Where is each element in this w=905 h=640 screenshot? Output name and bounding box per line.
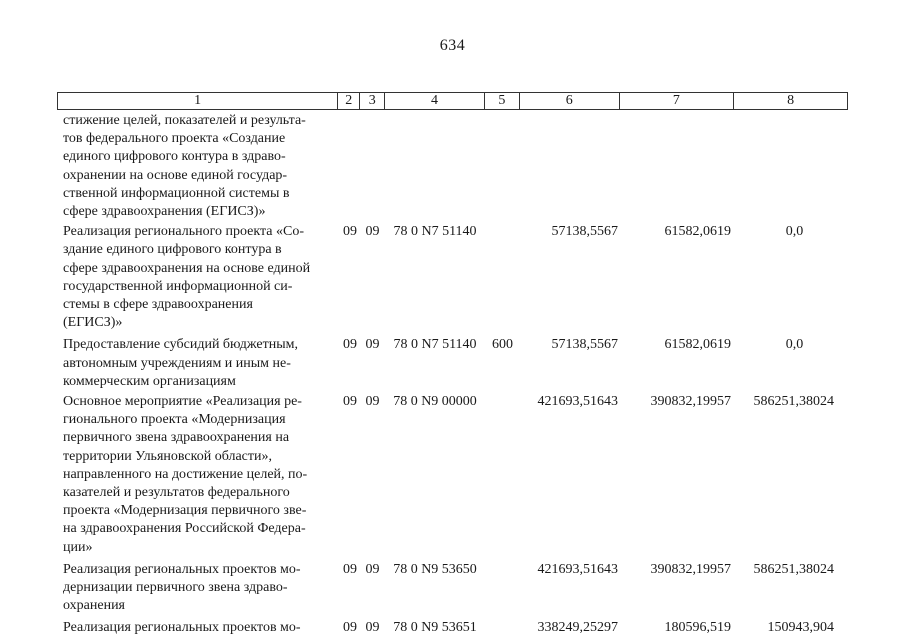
description-line: сфере здравоохранения (ЕГИСЗ)»: [63, 204, 266, 220]
description-line: коммерческим организациям: [63, 373, 236, 389]
cell-amount-3: 0,0: [785, 337, 804, 353]
row-description: [57, 393, 338, 557]
description-line: казателей и результатов федерального: [63, 485, 290, 501]
description-line: первичного звена здравоохранения на: [63, 430, 290, 446]
cell-amount-1: 57138,5567: [551, 224, 618, 240]
row-description: [57, 112, 338, 221]
cell-amount-1: 421693,51643: [537, 561, 618, 577]
table-row: [57, 619, 848, 637]
table-row: [57, 393, 848, 557]
description-line: охранения: [63, 598, 125, 614]
cell-section: 09: [343, 561, 357, 577]
table-row: [57, 112, 848, 221]
description-line: Реализация регионального проекта «Со-: [63, 224, 305, 240]
row-description: [57, 619, 338, 637]
cell-amount-1: 57138,5567: [551, 337, 618, 353]
description-line: территории Ульяновской области»,: [63, 448, 273, 464]
header-col-6: 6: [520, 93, 620, 109]
cell-amount-3: 150943,904: [767, 620, 834, 636]
table-row: [57, 561, 848, 616]
table-row: [57, 223, 848, 332]
cell-subsection: 09: [365, 620, 380, 636]
cell-section: 09: [343, 620, 357, 636]
cell-section: 09: [343, 224, 357, 240]
row-description: [57, 223, 338, 332]
description-line: дернизации первичного звена здраво-: [63, 580, 288, 596]
table-body: [57, 112, 848, 638]
header-col-4: 4: [385, 93, 485, 109]
cell-amount-1: 338249,25297: [537, 620, 618, 636]
cell-amount-3: 586251,38024: [753, 394, 834, 410]
cell-subsection: 09: [365, 337, 380, 353]
cell-target-code: 78 0 N7 51140: [393, 337, 477, 353]
header-col-7: 7: [620, 93, 735, 109]
description-line: (ЕГИСЗ)»: [63, 315, 123, 331]
description-line: Реализация региональных проектов мо-: [63, 620, 301, 636]
cell-amount-2: 390832,19957: [650, 394, 731, 410]
description-line: гионального проекта «Модернизация: [63, 412, 286, 428]
row-description: [57, 336, 338, 391]
header-col-5: 5: [485, 93, 520, 109]
cell-amount-2: 390832,19957: [650, 561, 731, 577]
cell-target-code: 78 0 N7 51140: [393, 224, 477, 240]
description-line: проекта «Модернизация первичного зве-: [63, 503, 307, 519]
table-header-row: [57, 92, 848, 110]
cell-subsection: 09: [365, 394, 380, 410]
description-line: на здравоохранения Российской Федера-: [63, 521, 306, 537]
cell-target-code: 78 0 N9 00000: [393, 394, 477, 410]
cell-amount-3: 0,0: [785, 224, 804, 240]
description-line: государственной информационной си-: [63, 278, 293, 294]
description-line: направленного на достижение целей, по-: [63, 466, 308, 482]
table-row: [57, 336, 848, 391]
description-line: Предоставление субсидий бюджетным,: [63, 337, 299, 353]
cell-amount-2: 180596,519: [664, 620, 731, 636]
description-line: сфере здравоохранения на основе единой: [63, 260, 311, 276]
cell-amount-1: 421693,51643: [537, 394, 618, 410]
cell-amount-2: 61582,0619: [664, 224, 731, 240]
description-line: ственной информационной системы в: [63, 185, 290, 201]
cell-amount-2: 61582,0619: [664, 337, 731, 353]
row-description: [57, 561, 338, 616]
description-line: стижение целей, показателей и результа-: [63, 113, 306, 128]
description-line: единого цифрового контура в здраво-: [63, 149, 286, 165]
header-col-8: 8: [787, 93, 795, 108]
cell-subsection: 09: [365, 561, 380, 577]
header-col-2: 2: [338, 93, 360, 109]
cell-target-code: 78 0 N9 53650: [393, 561, 477, 577]
page-number: 634: [439, 37, 466, 54]
cell-amount-3: 586251,38024: [753, 561, 834, 577]
description-line: здание единого цифрового контура в: [63, 242, 282, 258]
cell-subsection: 09: [365, 224, 380, 240]
description-line: ции»: [63, 539, 93, 555]
cell-expense-type: 600: [492, 337, 513, 353]
description-line: тов федерального проекта «Создание: [63, 131, 286, 147]
description-line: стемы в сфере здравоохранения: [63, 297, 253, 313]
cell-section: 09: [343, 337, 357, 353]
cell-section: 09: [343, 394, 357, 410]
header-col-1: 1: [58, 93, 338, 109]
description-line: автономным учреждениям и иным не-: [63, 355, 291, 371]
description-line: охранении на основе единой государ-: [63, 167, 288, 183]
description-line: Реализация региональных проектов мо-: [63, 561, 301, 577]
cell-target-code: 78 0 N9 53651: [393, 620, 477, 636]
description-line: Основное мероприятие «Реализация ре-: [63, 394, 302, 410]
header-col-3: 3: [360, 93, 385, 109]
